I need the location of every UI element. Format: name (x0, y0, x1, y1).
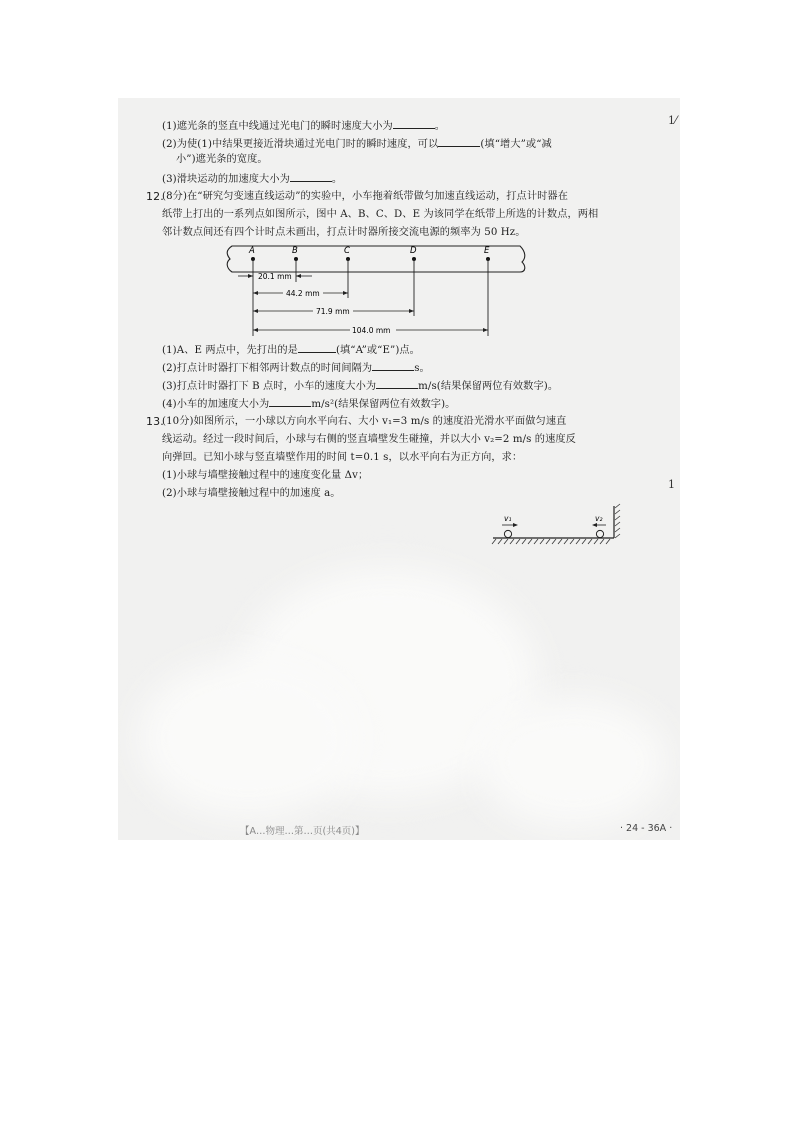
q12-sub3: (3)打点计时器打下 B 点时，小车的速度大小为 m/s(结果保留两位有效数字)。 (162, 378, 558, 394)
q12-number: 12. (146, 190, 164, 203)
q13-sub2: (2)小球与墙壁接触过程中的加速度 a。 (162, 488, 341, 499)
v2-label: v₂ (595, 514, 603, 523)
dim-ac-label: 44.2 mm (286, 289, 320, 298)
wall-hatching (615, 504, 620, 538)
q12-sub1: (1)A、E 两点中，先打出的是 (填“A”或“E”)点。 (162, 342, 420, 358)
label-b: B (292, 246, 298, 256)
margin-mark-top: 1⁄ (668, 114, 677, 127)
label-c: C (344, 246, 350, 256)
v1-label: v₁ (504, 514, 512, 523)
floor-hatching (492, 539, 610, 544)
q13-stem-line1: (10分)如图所示，一小球以方向水平向右、大小 v₁=3 m/s 的速度沿光滑水平面做匀速直 (162, 416, 567, 427)
ball-left (504, 530, 511, 537)
ball-right (596, 530, 603, 537)
dim-ab-label: 20.1 mm (258, 272, 292, 281)
q13-sub1: (1)小球与墙壁接触过程中的速度变化量 Δv； (162, 470, 369, 481)
dim-ae-label: 104.0 mm (352, 326, 391, 335)
q13-stem-line3: 向弹回。已知小球与竖直墙壁作用的时间 t=0.1 s，以水平向右为正方向，求： (162, 452, 523, 463)
q11-sub2: (2)为使(1)中结果更接近滑块通过光电门时的瞬时速度，可以 (填“增大”或“减 (162, 136, 552, 152)
dim-ad-label: 71.9 mm (316, 307, 350, 316)
q11-sub2-cont: 小”)遮光条的宽度。 (176, 154, 268, 165)
q13-stem-line2: 线运动。经过一段时间后，小球与右侧的竖直墙壁发生碰撞，并以大小 v₂=2 m/s 的速度反 (162, 434, 576, 445)
q12-stem-line2: 纸带上打出的一系列点如图所示，图中 A、B、C、D、E 为该同学在纸带上所选的计数点，两相 (162, 209, 599, 220)
q12-stem-line3: 邻计数点间还有四个计时点未画出，打点计时器所接交流电源的频率为 50 Hz。 (162, 227, 526, 238)
q13-number: 13. (146, 415, 164, 428)
label-a: A (249, 246, 255, 256)
q12-sub4: (4)小车的加速度大小为 m/s²(结果保留两位有效数字)。 (162, 396, 455, 412)
footer-code: · 24 - 36A · (620, 823, 673, 834)
footer-page-info: 【A…物理…第…页(共4页)】 (240, 826, 365, 837)
margin-mark-mid: 1 (668, 478, 675, 491)
q11-sub1: (1)遮光条的竖直中线通过光电门的瞬时速度大小为 。 (162, 118, 445, 134)
q11-sub3: (3)滑块运动的加速度大小为 。 (162, 171, 342, 187)
q12-sub2: (2)打点计时器打下相邻两计数点的时间间隔为 s。 (162, 360, 430, 376)
q12-stem-line1: (8分)在“研究匀变速直线运动”的实验中，小车拖着纸带做匀加速直线运动，打点计时器在 (162, 191, 568, 202)
label-d: D (410, 246, 417, 256)
label-e: E (484, 246, 490, 256)
